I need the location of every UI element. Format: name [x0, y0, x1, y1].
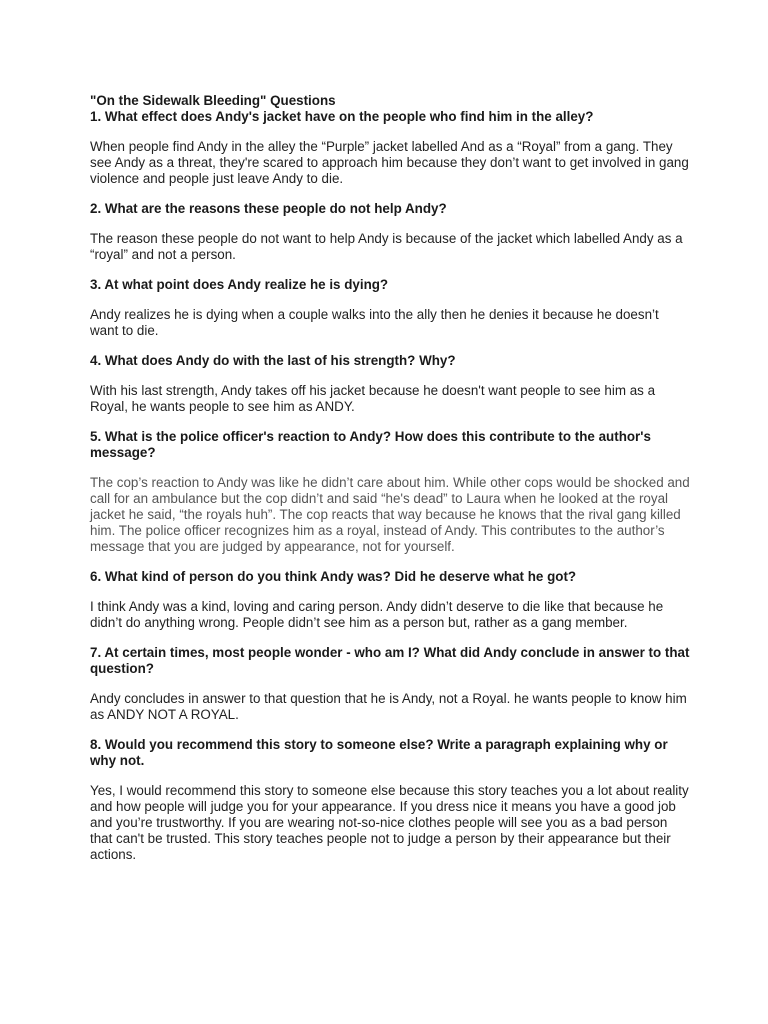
answer-3: Andy realizes he is dying when a couple walks into the ally then he denies it because he doesn’t want to die.: [90, 307, 659, 338]
qa-item-1: [90, 109, 690, 187]
answer-5: The cop’s reaction to Andy was like he didn’t care about him. While other cops would be shocked and call for an ambulance but the cop didn’t and said “he's dead” to Laura when he looked at the royal jacket he said, “the royals huh”. The cop reacts that way because he knows that the rival gang killed him. The police officer recognizes him as a royal, instead of Andy. This contributes to the author’s message that you are judged by appearance, not for yourself.: [90, 475, 690, 554]
qa-item-7: [90, 645, 690, 723]
qa-item-8: [90, 737, 690, 863]
question-5: 5. What is the police officer's reaction to Andy? How does this contribute to the author's message?: [90, 429, 651, 460]
document-title: "On the Sidewalk Bleeding" Questions: [90, 93, 336, 108]
question-7: 7. At certain times, most people wonder - who am I? What did Andy conclude in answer to that question?: [90, 645, 690, 676]
qa-item-4: [90, 353, 690, 415]
question-8: 8. Would you recommend this story to someone else? Write a paragraph explaining why or why not.: [90, 737, 668, 768]
answer-7: Andy concludes in answer to that question that he is Andy, not a Royal. he wants people to know him as ANDY NOT A ROYAL.: [90, 691, 687, 722]
answer-6: I think Andy was a kind, loving and caring person. Andy didn’t deserve to die like that because he didn’t do anything wrong. People didn’t see him as a person but, rather as a gang member.: [90, 599, 664, 630]
qa-item-5: [90, 429, 690, 555]
qa-item-6: [90, 569, 690, 631]
answer-2: The reason these people do not want to help Andy is because of the jacket which labelled Andy as a “royal” and not a person.: [90, 231, 683, 262]
answer-4: With his last strength, Andy takes off his jacket because he doesn't want people to see him as a Royal, he wants people to see him as ANDY.: [90, 383, 656, 414]
question-1: 1. What effect does Andy's jacket have on the people who find him in the alley?: [90, 109, 594, 124]
qa-item-2: [90, 201, 690, 263]
question-2: 2. What are the reasons these people do not help Andy?: [90, 201, 447, 216]
answer-1: When people find Andy in the alley the “Purple” jacket labelled And as a “Royal” from a gang. They see Andy as a threat, they're scared to approach him because they don’t want to get involved in gang violence and people just leave Andy to die.: [90, 139, 689, 186]
question-3: 3. At what point does Andy realize he is dying?: [90, 277, 389, 292]
question-6: 6. What kind of person do you think Andy was? Did he deserve what he got?: [90, 569, 577, 584]
question-4: 4. What does Andy do with the last of his strength? Why?: [90, 353, 456, 368]
answer-8: Yes, I would recommend this story to someone else because this story teaches you a lot about reality and how people will judge you for your appearance. If you dress nice it means you have a good job and you’re trustworthy. If you are wearing not-so-nice clothes people will see you as a bad person that can't be trusted. This story teaches people not to judge a person by their appearance but their actions.: [90, 783, 689, 862]
qa-item-3: [90, 277, 690, 339]
document-page: [90, 93, 690, 877]
